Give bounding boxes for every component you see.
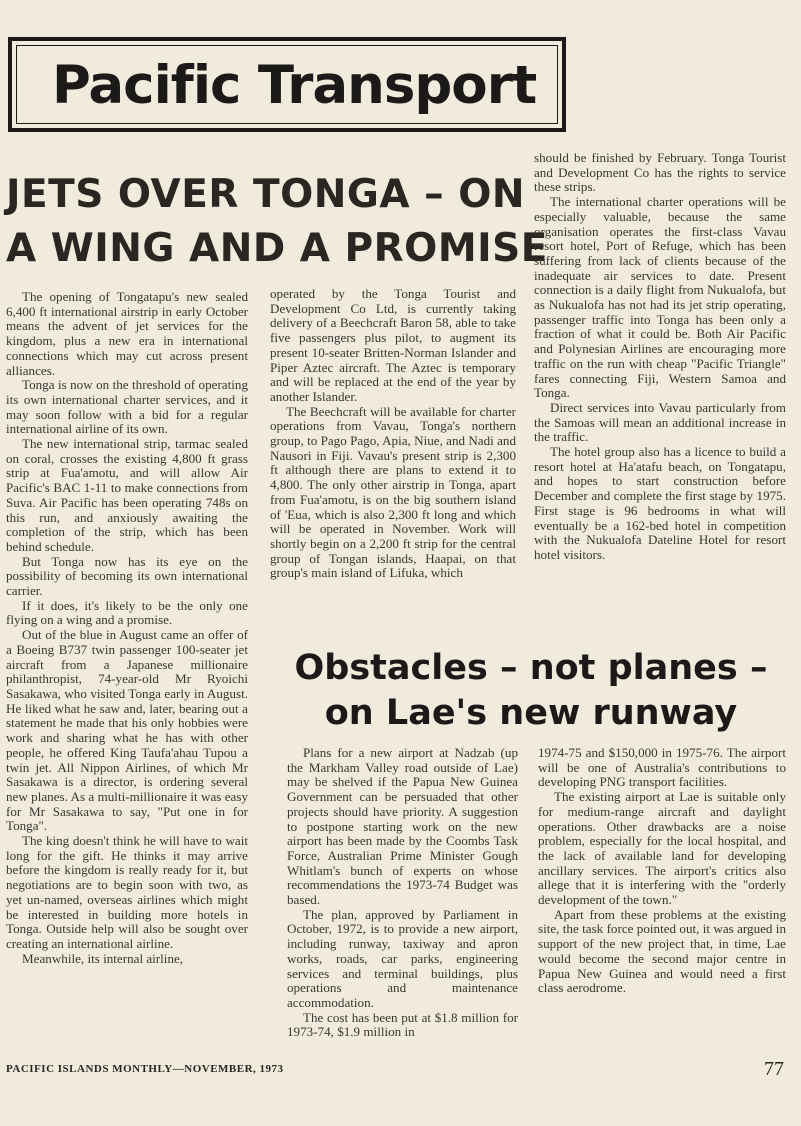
article1-headline-line2: A WING AND A PROMISE: [6, 226, 548, 271]
paragraph: The new international strip, tarmac sealed on coral, crosses the existing 4,800 ft grass strip at Fua'amotu, and will allow Air Pacific's BAC 1-11 to make connections from Suva. Air Pacific has been operating 748s on this run, and anxiously awaiting the completion of the strip, which has been behind schedule.: [6, 436, 248, 554]
paragraph: operated by the Tonga Tourist and Development Co Ltd, is currently taking delivery of a Beechcraft Baron 58, able to take five passengers plus pilot, to augment its present 10-seater Britten-Norman Islander and Piper Aztec aircraft. The Aztec is temporary and will be replaced at the end of the year by another Islander.: [270, 286, 516, 404]
article1-headline-line1: JETS OVER TONGA – ON: [6, 172, 525, 217]
paragraph: Tonga is now on the threshold of operating its own international charter services, and it may soon follow with a bid for a regular international airline of its own.: [6, 377, 248, 437]
section-title: Pacific Transport: [52, 55, 537, 116]
article1-headline: [6, 168, 548, 276]
paragraph: Out of the blue in August came an offer of a Boeing B737 twin passenger 100-seater jet aircraft from a Japanese millionaire philanthropist, 74-year-old Mr Ryoichi Sasakawa, who visited Tonga early in August. He liked what he saw and, later, bearing out a statement he made that his only hobbies were work and sharing what he has with other people, he offered King Taufa'ahau Tupou a twin jet. All Nippon Airlines, of which Mr Sasakawa is a director, is ordering several new planes. As a multi-millionaire it was easy for Mr Sasakawa to say, "Put one in for Tonga".: [6, 627, 248, 834]
paragraph: If it does, it's likely to be the only one flying on a wing and a promise.: [6, 597, 248, 628]
page-number: 77: [764, 1058, 784, 1080]
masthead-box: [8, 37, 566, 132]
publication-footer: PACIFIC ISLANDS MONTHLY—NOVEMBER, 1973: [6, 1063, 284, 1075]
paragraph: Meanwhile, its internal airline,: [22, 950, 184, 966]
article1-column-2: [270, 287, 516, 581]
article2-headline-line1: Obstacles – not planes –: [294, 648, 768, 688]
paragraph: 1974-75 and $150,000 in 1975-76. The airport will be one of Australia's contributions to developing PNG transport facilities.: [538, 745, 786, 790]
paragraph: The Beechcraft will be available for charter operations from Vavau, Tonga's northern group, to Pago Pago, Apia, Niue, and Nadi and Nausori in Fiji. Vavau's present strip is 2,300 ft although there are plans to extend it to 4,800. The only other airstrip in Tonga, apart from Fua'amotu, is on the big southern island of 'Eua, which is also 2,300 ft long and which will be operated in November. Work will shortly begin on a 2,200 ft strip for the central group of Tongan islands, Haapai, on that group's main island of Lifuka, which: [270, 403, 516, 581]
article2-column-2: [538, 746, 786, 996]
paragraph: Direct services into Vavau particularly from the Samoas will mean an additional increase in the traffic.: [534, 399, 786, 445]
paragraph: The existing airport at Lae is suitable only for medium-range aircraft and daylight operations. Other drawbacks are a noise problem, especially for the local hospital, and the lack of available land for developing ancillary services. The airport's critics also allege that it is interfering with the "orderly development of the town.": [538, 789, 786, 908]
paragraph: Plans for a new airport at Nadzab (up the Markham Valley road outside of Lae) may be shelved if the Papua New Guinea Government can be persuaded that other projects should have priority. A suggestion to postpone starting work on the new airport has been made by the Coombs Task Force, Australian Prime Minister Gough Whitlam's bunch of experts on whose recommendations the 1973-74 Budget was based.: [287, 745, 518, 908]
paragraph: should be finished by February. Tonga Tourist and Development Co has the rights to service these strips.: [534, 150, 786, 195]
paragraph: The cost has been put at $1.8 million for 1973-74, $1.9 million in: [287, 1009, 518, 1040]
article2-headline-line2: on Lae's new runway: [324, 693, 738, 733]
article2-headline: [270, 646, 792, 736]
paragraph: The opening of Tongatapu's new sealed 6,400 ft international airstrip in early October means the advent of jet services for the kingdom, plus a new era in international connections which may cut across present alliances.: [6, 289, 248, 378]
article1-column-3: [534, 151, 786, 563]
article1-column-1: [6, 290, 248, 966]
paragraph: The plan, approved by Parliament in October, 1972, is to provide a new airport, including runway, taxiway and apron works, roads, car parks, engineering services and terminal buildings, plus operations and maintenance accommodation.: [287, 906, 518, 1010]
paragraph: But Tonga now has its eye on the possibility of becoming its own international carrier.: [6, 553, 248, 599]
paragraph: Apart from these problems at the existing site, the task force pointed out, it was argued in support of the new project that, in time, Lae would become the second major centre in Papua New Guinea and would need a first class aerodrome.: [538, 906, 786, 996]
paragraph: The hotel group also has a licence to build a resort hotel at Ha'atafu beach, on Tongatapu, and hopes to start construction before December and complete the first stage by 1975. First stage is 96 bedrooms in what will eventually be a 162-bed hotel in competition with the Nukualofa Dateline Hotel for resort hotel visitors.: [534, 444, 786, 562]
paragraph: The international charter operations will be especially valuable, because the same organisation operates the first-class Vavau resort hotel, Port of Refuge, which has been suffering from lack of clients because of the inadequate air services to date. Present connection is a daily flight from Nukualofa, but as Nukualofa has not had its jet strip operating, passenger traffic into Tonga has been only a fraction of what it could be. Both Air Pacific and Polynesian Airlines are encouraging more traffic on the run with cheap "Pacific Triangle" fares connecting Fiji, Western Samoa and Tonga.: [534, 194, 786, 401]
article2-column-1: [287, 746, 518, 1040]
paragraph: The king doesn't think he will have to wait long for the gift. He thinks it may arrive before the kingdom is really ready for it, but negotiations are to begin soon with two, as yet un-named, overseas airlines which might be interested in building more hotels in Tonga. Outside help will also be sought over creating an international airline.: [6, 833, 248, 951]
